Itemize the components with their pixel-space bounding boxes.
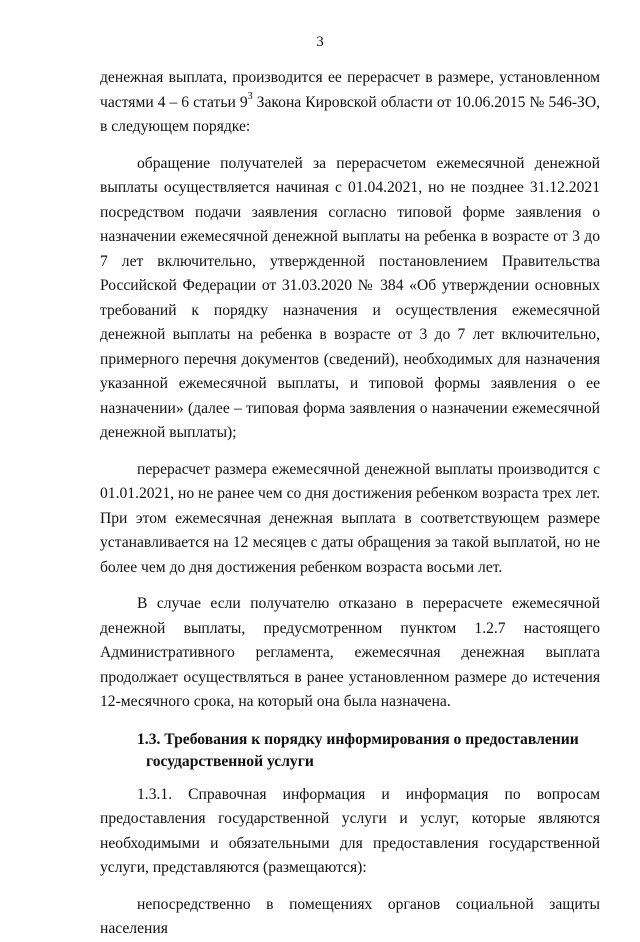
paragraph-recalc-application: обращение получателей за перерасчетом ежемесячной денежной выплаты осуществляется начиная с 01.04.2021, но не позднее 31.12.2021 посредством подачи заявления согласно типовой форме заявления о назначении ежемесячной денежной выплаты на ребенка в возрасте от 3 до 7 лет включительно, утвержденной постановлением Правительства Российской Федерации от 31.03.2020 № 384 «Об утверждении основных требований к порядку назначения и осуществления ежемесячной денежной выплаты на ребенка в возрасте от 3 до 7 лет включительно, примерного перечня документов (сведений), необходимых для назначения указанной ежемесячной выплаты, и типовой формы заявления о ее назначении» (далее – типовая форма заявления о назначении ежемесячной денежной выплаты); [100, 154, 600, 441]
paragraph-refusal: В случае если получателю отказано в перерасчете ежемесячной денежной выплаты, предусмотренном пунктом 1.2.7 настоящего Административного регламента, ежемесячная денежная выплата продолжает осуществляться в ранее установленном размере до истечения 12-месячного срока, на который она была назначена. [100, 595, 600, 710]
superscript: 3 [247, 91, 253, 103]
page-number: 3 [316, 34, 324, 50]
heading-line-1: 1.3. Требования к порядку информирования о предоставлении [137, 730, 579, 748]
paragraph-recalc-amount: перерасчет размера ежемесячной денежной выплаты производится с 01.01.2021, но не ранее чем со дня достижения ребенком возраста трех лет. При этом ежемесячная денежная выплата в соответствующем размере устанавливается на 12 месяцев с даты обращения за такой выплатой, но не более чем до дня достижения ребенком возраста восьми лет. [100, 460, 600, 576]
paragraph-1-3-1: 1.3.1. Справочная информация и информация по вопросам предоставления государственной услуги и услуг, которые являются необходимыми и обязательными для предоставления государственной услуги, представляются (размещаются): [100, 785, 600, 876]
section-heading [100, 729, 600, 773]
document-body [100, 66, 600, 942]
paragraph-premises: непосредственно в помещениях органов социальной защиты населения [100, 895, 600, 937]
paragraph-text: денежная выплата, производится ее перерасчет в размере, установленном частями 4 – 6 статьи 9 [100, 69, 600, 111]
paragraph-continuation [100, 66, 600, 140]
paragraph-text: Закона Кировской области от 10.06.2015 № 546-ЗО, в следующем порядке: [100, 93, 600, 135]
heading-line-2: государственной услуги [146, 752, 314, 770]
